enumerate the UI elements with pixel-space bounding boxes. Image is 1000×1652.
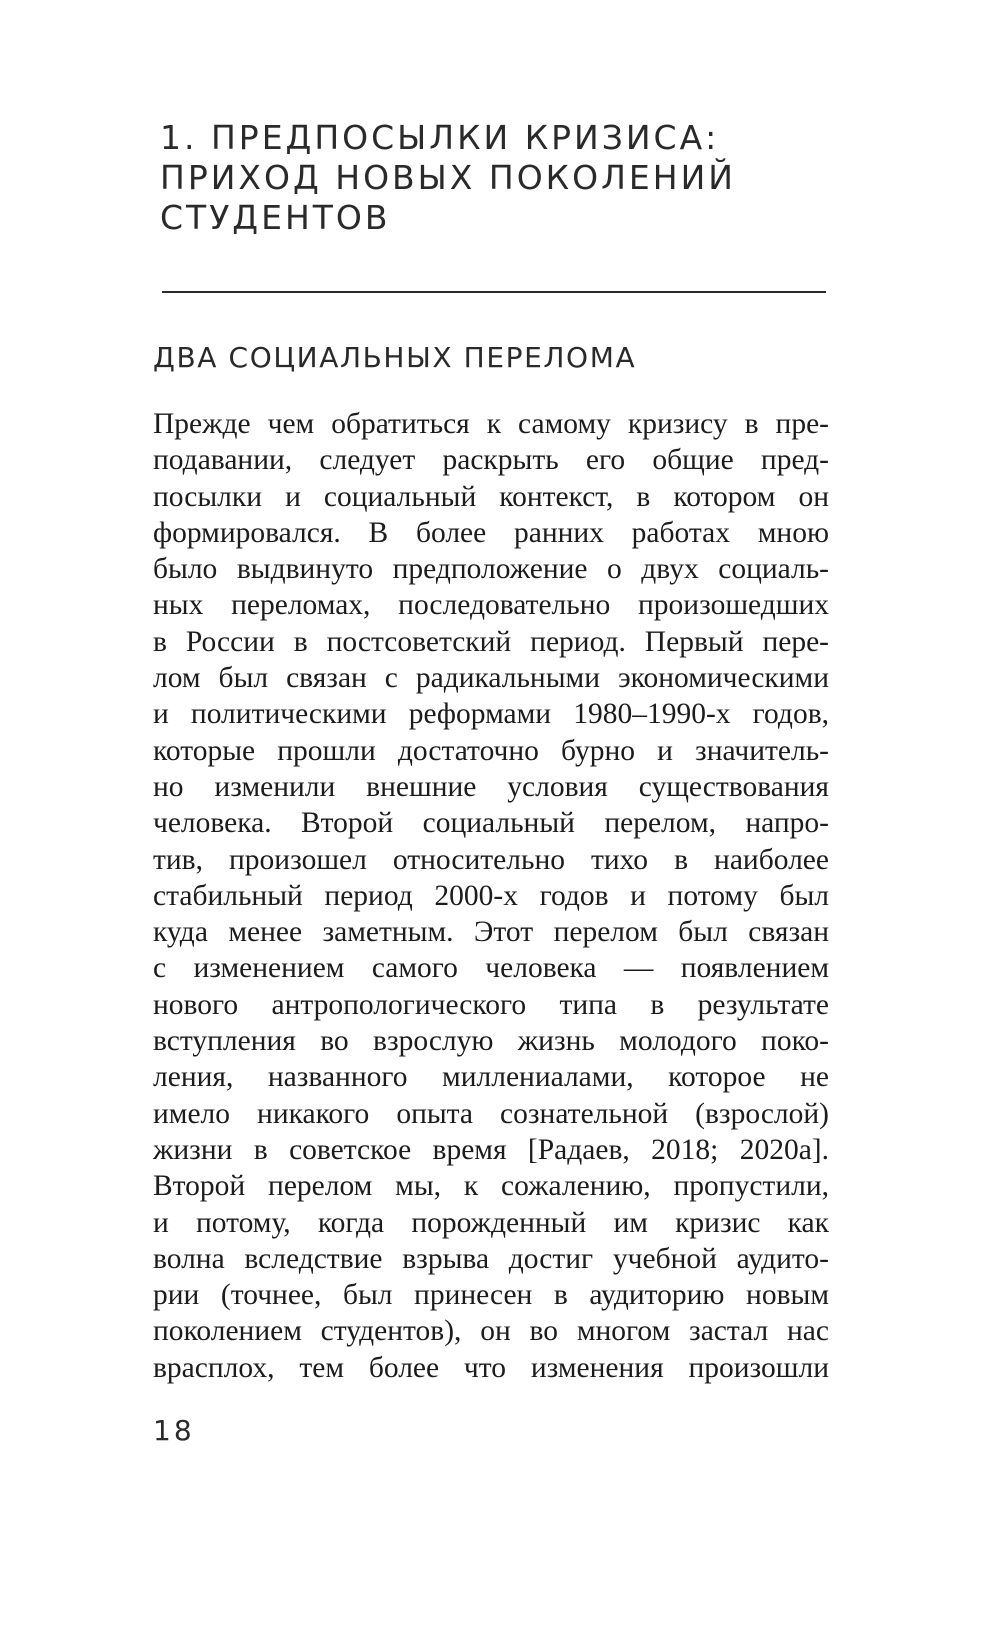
text-line: Прежде чем обратиться к самому кризису в пре-: [153, 408, 829, 440]
title-divider: [162, 291, 826, 293]
text-line: врасплох, тем более что изменения произошли: [153, 1351, 829, 1384]
text-line: поколением студентов), он во многом застал нас: [153, 1315, 829, 1348]
chapter-title-line: 1. ПРЕДПОСЫЛКИ КРИЗИСА:: [160, 118, 720, 157]
text-line: лом был связан с радикальными экономическими: [153, 662, 829, 695]
text-line: стабильный период 2000-х годов и потому был: [153, 879, 829, 912]
body-paragraph: [153, 406, 829, 1386]
section-title: ДВА СОЦИАЛЬНЫХ ПЕРЕЛОМА: [153, 341, 637, 374]
chapter-title-line: СТУДЕНТОВ: [160, 198, 391, 237]
text-line: и потому, когда порожденный им кризис как: [153, 1206, 829, 1239]
page-number: 18: [153, 1414, 195, 1447]
text-line: и политическими реформами 1980–1990-х годов,: [153, 698, 829, 731]
text-line: Второй перелом мы, к сожалению, пропустили,: [153, 1170, 829, 1203]
text-line: формировался. В более ранних работах мною: [153, 516, 829, 549]
chapter-title-line: ПРИХОД НОВЫХ ПОКОЛЕНИЙ: [160, 158, 736, 197]
text-line: в России в постсоветский период. Первый пере-: [153, 625, 829, 658]
chapter-title: [160, 118, 880, 238]
text-line: ления, названного миллениалами, которое не: [153, 1061, 829, 1094]
text-line: но изменили внешние условия существования: [153, 770, 829, 803]
text-line: с изменением самого человека — появлением: [153, 952, 829, 985]
text-line: посылки и социальный контекст, в котором он: [153, 480, 829, 513]
text-line: нового антропологического типа в результате: [153, 988, 829, 1021]
text-line: тив, произошел относительно тихо в наиболее: [153, 843, 829, 876]
text-line: рии (точнее, был принесен в аудиторию новым: [153, 1279, 829, 1312]
text-line: человека. Второй социальный перелом, напро-: [153, 807, 829, 840]
text-line: вступления во взрослую жизнь молодого поко-: [153, 1025, 829, 1058]
text-line: было выдвинуто предположение о двух социаль-: [153, 553, 829, 586]
text-line: ных переломах, последовательно произошедших: [153, 589, 829, 622]
text-line: волна вследствие взрыва достиг учебной аудито-: [153, 1242, 829, 1275]
text-line: жизни в советское время [Радаев, 2018; 2020а].: [153, 1133, 829, 1166]
text-line: подавании, следует раскрыть его общие пред-: [153, 444, 829, 477]
text-line: куда менее заметным. Этот перелом был связан: [153, 916, 829, 949]
text-line: которые прошли достаточно бурно и значитель-: [153, 734, 829, 767]
text-line: имело никакого опыта сознательной (взрослой): [153, 1097, 829, 1130]
